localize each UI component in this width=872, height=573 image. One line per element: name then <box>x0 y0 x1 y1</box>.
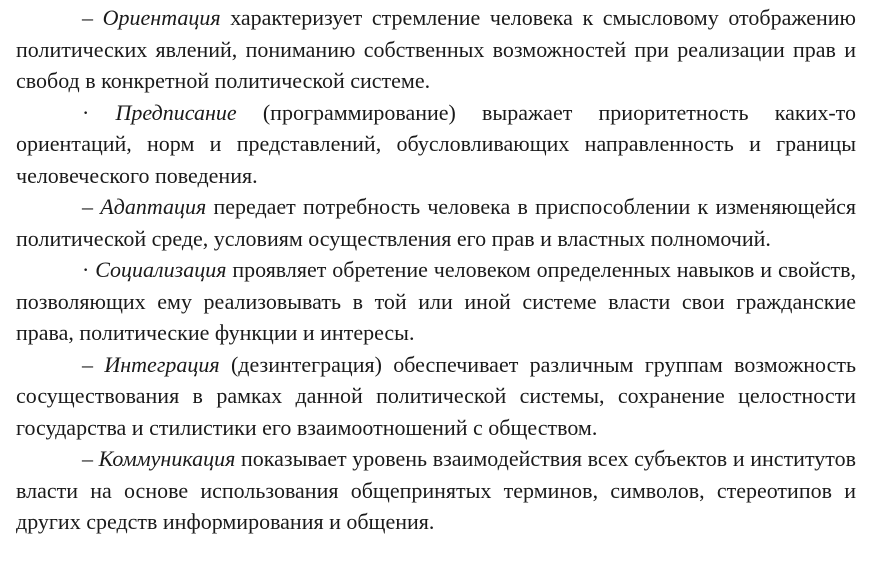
list-marker: – <box>82 446 93 471</box>
paragraph-communication <box>16 443 856 538</box>
list-marker: – <box>82 5 93 30</box>
paragraph-text: передает потребность человека в приспособлении к изменяющейся политической среде, условиям осуществления его прав и властных полномочий. <box>16 194 856 251</box>
term-adaptation: Адаптация <box>100 194 207 219</box>
term-integration: Интеграция <box>104 351 220 377</box>
paragraph-text: показывает уровень взаимодействия всех субъектов и институтов власти на основе использования общепринятых терминов, символов, стереотипов и других средств информирования и общения. <box>16 446 856 534</box>
paragraph-socialization <box>16 254 856 349</box>
paragraph-text: (программирование) выражает приоритетность каких-то ориентаций, норм и представлений, обусловливающих направленность и границы человеческого поведения. <box>16 99 857 188</box>
document-body <box>16 2 856 538</box>
paragraph-integration <box>16 349 856 444</box>
list-marker: – <box>82 351 93 377</box>
paragraph-orientation <box>16 2 856 97</box>
list-marker: · <box>82 257 90 282</box>
list-marker: – <box>82 194 93 219</box>
term-communication: Коммуникация <box>98 446 236 471</box>
paragraph-prescription <box>16 97 856 192</box>
paragraph-text: (дезинтеграция) обеспечивает различным группам возможность сосуществования в рамках данной политической системы, сохранение целостности государства и стилистики его взаимоотношений с обществом. <box>16 351 857 440</box>
term-orientation: Ориентация <box>102 5 221 30</box>
paragraph-text: характеризует стремление человека к смысловому отображению политических явлений, пониманию собственных возможностей при реализации прав и свобод в конкретной политической системе. <box>16 5 856 93</box>
paragraph-adaptation <box>16 191 856 254</box>
term-socialization: Социализация <box>95 257 227 282</box>
term-prescription: Предписание <box>115 99 237 125</box>
paragraph-text: проявляет обретение человеком определенных навыков и свойств, позволяющих ему реализовывать в той или иной системе власти свои гражданские права, политические функции и интересы. <box>16 257 856 345</box>
list-marker: · <box>82 99 90 125</box>
